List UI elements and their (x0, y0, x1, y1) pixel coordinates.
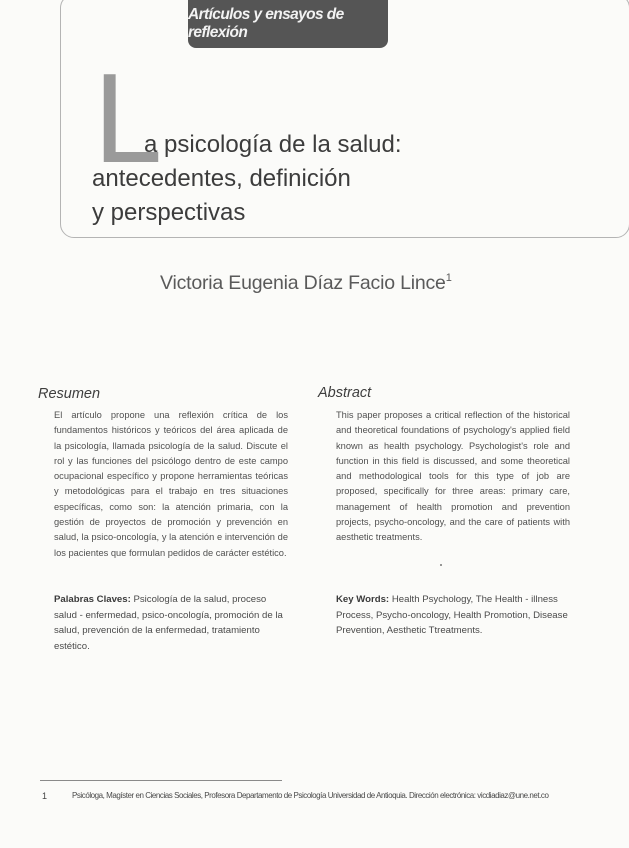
resumen-heading: Resumen (38, 386, 101, 402)
palabras-claves (54, 592, 288, 654)
key-words-label: Key Words: (336, 594, 390, 605)
footnote-rule (40, 780, 282, 781)
resumen-body: El artículo propone una reflexión crítica de los fundamentos históricos y teóricos del área aplicada de la psicología, llamada psicología de la salud. Discute el rol y las funciones del psicólogo dentro de este campo ocupacional específico y propone herramientas teóricas y metodológicas para el trabajo en tres situaciones específicas, como son: la atención primaria, con la gestión de proyectos de promoción y prevención en salud, la psico-oncología, y la atención e intervención de los pacientes que formulan pedidos de carácter estético. (54, 410, 288, 558)
scan-speck (440, 564, 442, 566)
author-footnote-mark: 1 (445, 272, 452, 284)
section-tab: Artículos y ensayos de reflexión (188, 0, 388, 48)
title-drop-cap: L (92, 52, 159, 191)
footnote-text: Psicóloga, Magíster en Ciencias Sociales, Profesora Departamento de Psicología Universidad de Antioquia. Dirección electrónica: vicdiadiaz@une.net.co (72, 791, 549, 800)
palabras-claves-label: Palabras Claves: (54, 594, 131, 605)
abstract-body: This paper proposes a critical reflection of the historical and theoretical foundations of psychology's applied field known as health psychology. Psychologist's role and function in this field is discussed, and some theoretical and methodological tools for this type of job are proposed, specifically for three areas: primary care, management of health promotion and prevention projects, psycho-oncology, and the care of patients with aesthetic treatments. (336, 410, 570, 543)
footnote-number: 1 (42, 791, 48, 801)
title-line-2: antecedentes, definición (92, 165, 351, 192)
author-name: Victoria Eugenia Díaz Facio Lince (160, 272, 446, 294)
key-words (336, 592, 570, 639)
abstract-heading: Abstract (318, 385, 372, 401)
title-line-3: y perspectivas (92, 199, 246, 226)
title-line-1: a psicología de la salud: (144, 131, 402, 158)
author-line (160, 272, 452, 295)
article-title (92, 128, 492, 230)
key-words-text: Health Psychology, The Health - illness Process, Psycho-oncology, Health Promotion, Disease Prevention, Aesthetic Ttreatments. (336, 594, 568, 636)
palabras-claves-text: Psicología de la salud, proceso salud - enfermedad, psico-oncología, promoción de la salud, prevención de la enfermedad, tratamiento estético. (54, 594, 283, 652)
